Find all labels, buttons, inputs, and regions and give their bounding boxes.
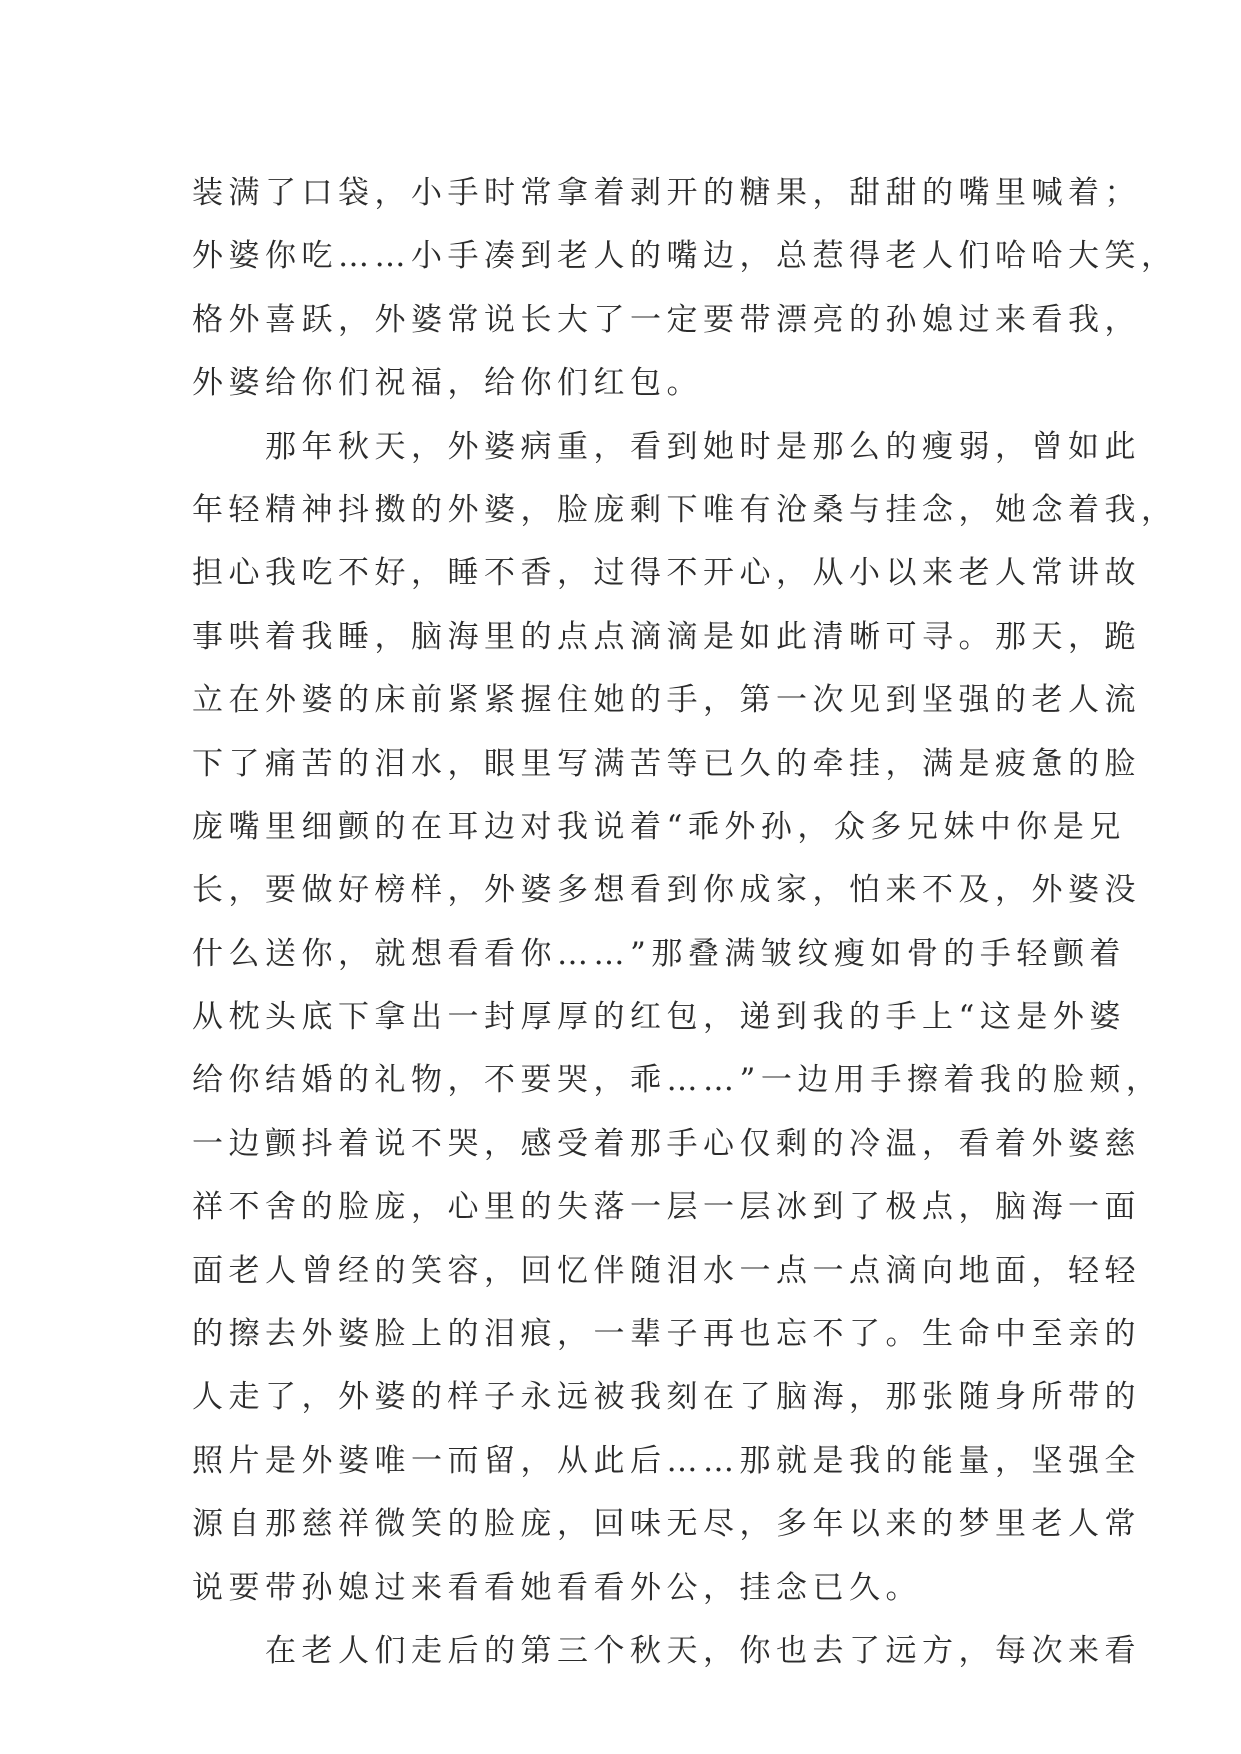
text-line: 立在外婆的床前紧紧握住她的手，第一次见到坚强的老人流	[192, 682, 1141, 719]
text-line: 事哄着我睡，脑海里的点点滴滴是如此清晰可寻。那天，跪	[192, 618, 1141, 655]
text-line: 祥不舍的脸庞，心里的失落一层一层冰到了极点，脑海一面	[192, 1189, 1141, 1226]
text-line: 年轻精神抖擞的外婆，脸庞剩下唯有沧桑与挂念，她念着我，	[192, 491, 1178, 528]
text-line: 面老人曾经的笑容，回忆伴随泪水一点一点滴向地面，轻轻	[192, 1252, 1141, 1289]
text-line: 的擦去外婆脸上的泪痕，一辈子再也忘不了。生命中至亲的	[192, 1316, 1141, 1353]
text-line: 人走了，外婆的样子永远被我刻在了脑海，那张随身所带的	[192, 1379, 1141, 1416]
text-line: 源自那慈祥微笑的脸庞，回味无尽，多年以来的梦里老人常	[192, 1506, 1141, 1543]
text-line: 给你结婚的礼物，不要哭，乖……”一边用手擦着我的脸颊，	[192, 1062, 1163, 1099]
text-line: 一边颤抖着说不哭，感受着那手心仅剩的冷温，看着外婆慈	[192, 1125, 1141, 1162]
text-line: 担心我吃不好，睡不香，过得不开心，从小以来老人常讲故	[192, 555, 1141, 592]
text-line: 那年秋天，外婆病重，看到她时是那么的瘦弱，曾如此	[192, 428, 1141, 465]
text-line: 庞嘴里细颤的在耳边对我说着“乖外孙，众多兄妹中你是兄	[192, 808, 1126, 845]
body-text	[192, 162, 1178, 1683]
text-line: 下了痛苦的泪水，眼里写满苦等已久的牵挂，满是疲惫的脸	[192, 745, 1141, 782]
text-line: 什么送你，就想看看你……”那叠满皱纹瘦如骨的手轻颤着	[192, 935, 1126, 972]
text-line: 照片是外婆唯一而留，从此后……那就是我的能量，坚强全	[192, 1442, 1141, 1479]
text-line: 外婆给你们祝福，给你们红包。	[192, 365, 703, 402]
text-line: 长，要做好榜样，外婆多想看到你成家，怕来不及，外婆没	[192, 872, 1141, 909]
text-line: 格外喜跃，外婆常说长大了一定要带漂亮的孙媳过来看我，	[192, 301, 1141, 338]
text-line: 从枕头底下拿出一封厚厚的红包，递到我的手上“这是外婆	[192, 999, 1126, 1036]
text-line: 说要带孙媳过来看看她看看外公，挂念已久。	[192, 1569, 922, 1606]
text-line: 装满了口袋，小手时常拿着剥开的糖果，甜甜的嘴里喊着；	[192, 175, 1141, 211]
text-line: 外婆你吃……小手凑到老人的嘴边，总惹得老人们哈哈大笑，	[192, 238, 1178, 275]
text-line: 在老人们走后的第三个秋天，你也去了远方，每次来看	[192, 1632, 1141, 1669]
